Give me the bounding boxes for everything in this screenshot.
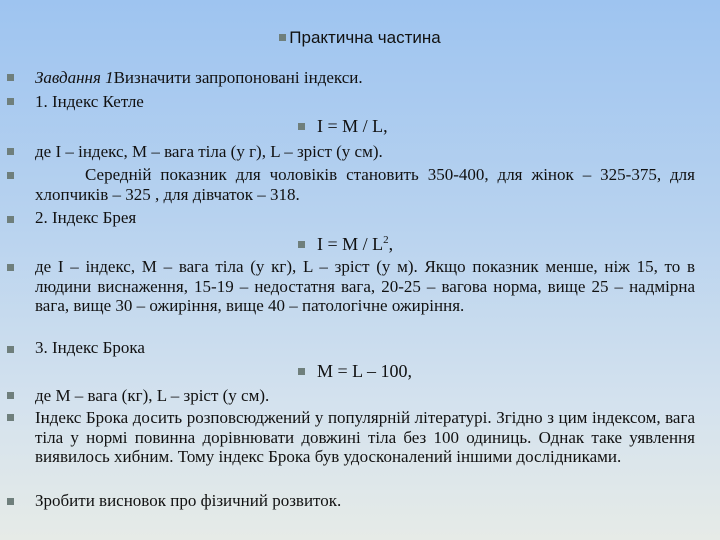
quetelet-formula xyxy=(298,116,388,136)
bullet-icon xyxy=(7,148,14,155)
broca-formula-text: M = L – 100, xyxy=(317,361,412,381)
bullet-icon xyxy=(298,123,305,130)
broca-note: Індекс Брока досить розповсюджений у популярній літературі. Згідно з цим індексом, вага тіла у нормі повинна дорівнювати довжині тіла без 100 одиниць. Однак таке уявлення виявилось хибним. Тому індекс Брока був удосконалений іншими дослідниками. xyxy=(35,408,695,466)
broca-legend: де M – вага (кг), L – зріст (у см). xyxy=(35,386,270,405)
bullet-icon xyxy=(7,172,14,179)
broca-formula xyxy=(298,361,412,381)
bullet-icon xyxy=(279,34,286,41)
quetelet-legend: де I – індекс, М – вага тіла (у г), L – зріст (у см). xyxy=(35,142,383,161)
task-line xyxy=(35,68,363,87)
bullet-icon xyxy=(7,74,14,81)
bullet-icon xyxy=(298,241,305,248)
task-label: Завдання 1 xyxy=(35,68,114,87)
slide-title xyxy=(0,28,720,48)
bullet-icon xyxy=(7,98,14,105)
bray-formula xyxy=(298,230,393,254)
task-text: Визначити запропоновані індекси. xyxy=(113,68,363,87)
quetelet-formula-text: I = M / L, xyxy=(317,116,388,136)
bullet-icon xyxy=(7,216,14,223)
conclusion: Зробити висновок про фізичний розвиток. xyxy=(35,491,342,510)
bullet-icon xyxy=(7,264,14,271)
bullet-icon xyxy=(7,392,14,399)
bray-formula-sup: 2 xyxy=(383,234,389,246)
quetelet-heading: 1. Індекс Кетле xyxy=(35,92,144,111)
bullet-icon xyxy=(7,414,14,421)
bray-formula-tail: , xyxy=(388,234,394,254)
bray-formula-main: I = M / L xyxy=(317,234,384,254)
bray-heading: 2. Індекс Брея xyxy=(35,208,137,227)
bray-legend: де I – індекс, М – вага тіла (у кг), L – зріст (у м). Якщо показник менше, ніж 15, то в людини виснаження, 15-19 – недостатня вага, 20-25 – вагова норма, вище 25 – надмірна вага, вище 30 – ожиріння, вище 40 – патологічне ожиріння. xyxy=(35,257,695,315)
broca-heading: 3. Індекс Брока xyxy=(35,338,145,357)
slide-title-text: Практична частина xyxy=(289,28,441,47)
bullet-icon xyxy=(7,498,14,505)
bullet-icon xyxy=(298,368,305,375)
bullet-icon xyxy=(7,346,14,353)
quetelet-note: Середній показник для чоловіків становить 350-400, для жінок – 325-375, для хлопчиків – 325 , для дівчаток – 318. xyxy=(35,165,695,204)
